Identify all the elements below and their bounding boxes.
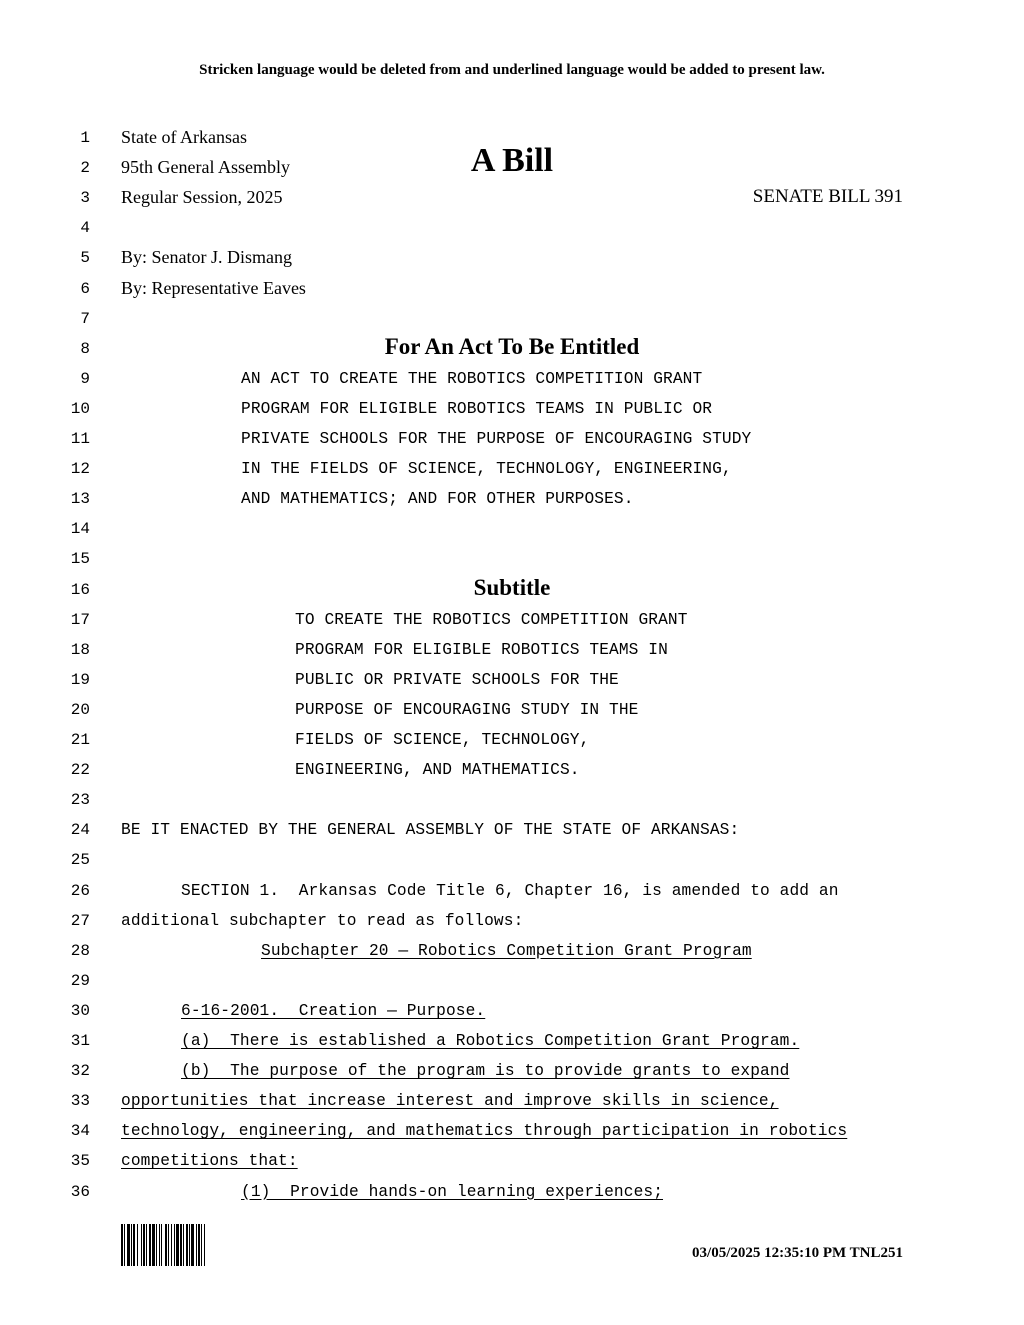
line-number: 30 [70, 1001, 90, 1020]
bill-line-25 [0, 847, 1024, 877]
barcode-image [121, 1224, 249, 1266]
line-number: 22 [70, 761, 90, 780]
line-number: 5 [80, 249, 90, 268]
strike-underline-notice: Stricken language would be deleted from and underlined language would be added to present law. [199, 62, 825, 78]
line-text: opportunities that increase interest and improve skills in science, [121, 1092, 779, 1111]
bill-line-8 [0, 336, 1024, 366]
bill-line-29 [0, 968, 1024, 998]
line-text: technology, engineering, and mathematics through participation in robotics [121, 1122, 848, 1141]
barcode-bar [168, 1224, 169, 1266]
line-text: 95th General Assembly [121, 157, 290, 178]
line-number: 19 [70, 670, 90, 689]
line-number: 35 [70, 1152, 90, 1171]
line-text: PRIVATE SCHOOLS FOR THE PURPOSE OF ENCOURAGING STUDY [241, 430, 752, 448]
line-number: 20 [70, 700, 90, 719]
line-text: PROGRAM FOR ELIGIBLE ROBOTICS TEAMS IN [295, 640, 668, 659]
line-text: 6-16-2001. Creation — Purpose. [181, 1001, 486, 1020]
bill-number: SENATE BILL 391 [752, 186, 903, 207]
bill-line-32 [0, 1058, 1024, 1088]
line-text: PURPOSE OF ENCOURAGING STUDY IN THE [295, 700, 639, 719]
line-text: ENGINEERING, AND MATHEMATICS. [295, 761, 580, 780]
line-text: (1) Provide hands-on learning experiences; [241, 1182, 664, 1201]
line-number: 3 [80, 189, 90, 208]
barcode-bar [143, 1224, 145, 1266]
bill-line-1 [0, 125, 1024, 155]
bill-line-28 [0, 938, 1024, 968]
line-number: 16 [70, 580, 90, 599]
line-number: 11 [70, 430, 90, 448]
bill-line-26 [0, 878, 1024, 908]
bill-line-3 [0, 185, 1024, 215]
barcode-bar [198, 1224, 200, 1266]
line-text: additional subchapter to read as follows: [121, 911, 524, 930]
barcode-bar [146, 1224, 147, 1266]
barcode-bar [201, 1224, 202, 1266]
line-number: 36 [70, 1182, 90, 1201]
barcode-bar [137, 1224, 138, 1266]
barcode-bar [191, 1224, 194, 1266]
line-text: By: Representative Eaves [121, 277, 306, 298]
line-text: AN ACT TO CREATE THE ROBOTICS COMPETITION GRANT [241, 369, 703, 388]
line-number: 31 [70, 1032, 90, 1050]
line-number: 8 [80, 339, 90, 358]
bill-line-34 [0, 1118, 1024, 1148]
line-text: IN THE FIELDS OF SCIENCE, TECHNOLOGY, ENGINEERING, [241, 460, 732, 479]
bill-line-2 [0, 155, 1024, 185]
barcode-bar [176, 1224, 179, 1266]
bill-line-27 [0, 908, 1024, 938]
line-text: State of Arkansas [121, 127, 247, 147]
bill-line-31 [0, 1028, 1024, 1058]
line-number: 29 [70, 971, 90, 990]
barcode-bar [183, 1224, 184, 1266]
bill-line-17 [0, 607, 1024, 637]
barcode-bar [152, 1224, 155, 1266]
line-number: 1 [80, 129, 90, 147]
line-number: 6 [80, 279, 90, 298]
bill-line-4 [0, 215, 1024, 245]
barcode-bar [124, 1224, 125, 1266]
barcode-bar [127, 1224, 130, 1266]
line-text: FIELDS OF SCIENCE, TECHNOLOGY, [295, 731, 590, 749]
barcode-bar [156, 1224, 157, 1266]
bill-line-12 [0, 456, 1024, 486]
line-number: 21 [70, 731, 90, 749]
line-text: (a) There is established a Robotics Competition Grant Program. [181, 1032, 800, 1050]
line-number: 32 [70, 1062, 90, 1081]
line-text: SECTION 1. Arkansas Code Title 6, Chapter 16, is amended to add an [181, 881, 839, 900]
act-heading: For An Act To Be Entitled [384, 334, 640, 359]
bill-line-33 [0, 1088, 1024, 1118]
bill-line-16 [0, 577, 1024, 607]
line-number: 17 [70, 610, 90, 629]
barcode-bar [161, 1224, 162, 1266]
subtitle-heading: Subtitle [473, 575, 551, 600]
bill-line-5 [0, 245, 1024, 275]
line-text: (b) The purpose of the program is to provide grants to expand [181, 1062, 790, 1081]
barcode-bar [121, 1224, 123, 1266]
bill-line-21 [0, 727, 1024, 757]
bill-line-23 [0, 787, 1024, 817]
barcode-bar [149, 1224, 151, 1266]
line-number: 13 [70, 490, 90, 509]
bill-line-24 [0, 817, 1024, 847]
bill-line-35 [0, 1148, 1024, 1178]
bill-line-7 [0, 306, 1024, 336]
line-number: 28 [70, 941, 90, 960]
line-number: 14 [70, 520, 90, 539]
line-number: 7 [80, 309, 90, 328]
bill-line-30 [0, 998, 1024, 1028]
line-text: TO CREATE THE ROBOTICS COMPETITION GRANT [295, 610, 688, 629]
line-text: Subchapter 20 — Robotics Competition Grant Program [261, 941, 752, 960]
line-text: By: Senator J. Dismang [121, 247, 292, 268]
barcode-bar [141, 1224, 142, 1266]
barcode-bar [204, 1224, 205, 1266]
bill-line-10 [0, 396, 1024, 426]
barcode-bar [171, 1224, 172, 1266]
line-number: 9 [80, 369, 90, 388]
bill-line-15 [0, 546, 1024, 576]
bill-line-19 [0, 667, 1024, 697]
line-number: 12 [70, 460, 90, 479]
bill-line-36 [0, 1179, 1024, 1209]
bill-line-20 [0, 697, 1024, 727]
barcode-bar [159, 1224, 160, 1266]
line-number: 18 [70, 640, 90, 659]
barcode-bar [174, 1224, 175, 1266]
line-text: Regular Session, 2025 [121, 187, 283, 208]
bill-line-22 [0, 757, 1024, 787]
barcode-bar [180, 1224, 182, 1266]
barcode-bar [196, 1224, 197, 1266]
line-text: AND MATHEMATICS; AND FOR OTHER PURPOSES. [241, 490, 634, 509]
document-title: A Bill [470, 142, 554, 179]
barcode-bar [133, 1224, 135, 1266]
line-number: 26 [70, 881, 90, 900]
footer-timestamp: 03/05/2025 12:35:10 PM TNL251 [692, 1245, 903, 1261]
barcode-bar [131, 1224, 132, 1266]
line-number: 2 [80, 159, 90, 178]
bill-line-11 [0, 426, 1024, 456]
barcode-bar [165, 1224, 167, 1266]
bill-line-6 [0, 276, 1024, 306]
line-text: PUBLIC OR PRIVATE SCHOOLS FOR THE [295, 670, 619, 689]
line-number: 24 [70, 821, 90, 840]
line-number: 23 [70, 791, 90, 810]
bill-line-9 [0, 366, 1024, 396]
line-number: 4 [80, 219, 90, 238]
line-number: 10 [70, 399, 90, 418]
line-number: 25 [70, 851, 90, 870]
line-number: 34 [70, 1122, 90, 1141]
line-text: PROGRAM FOR ELIGIBLE ROBOTICS TEAMS IN PUBLIC OR [241, 399, 713, 418]
bill-line-18 [0, 637, 1024, 667]
line-text: competitions that: [121, 1152, 298, 1171]
bill-line-13 [0, 486, 1024, 516]
line-number: 15 [70, 550, 90, 569]
barcode-bar [189, 1224, 190, 1266]
line-text: BE IT ENACTED BY THE GENERAL ASSEMBLY OF THE STATE OF ARKANSAS: [121, 821, 740, 840]
line-number: 33 [70, 1092, 90, 1111]
line-number: 27 [70, 911, 90, 930]
barcode-bar [186, 1224, 188, 1266]
bill-line-14 [0, 516, 1024, 546]
